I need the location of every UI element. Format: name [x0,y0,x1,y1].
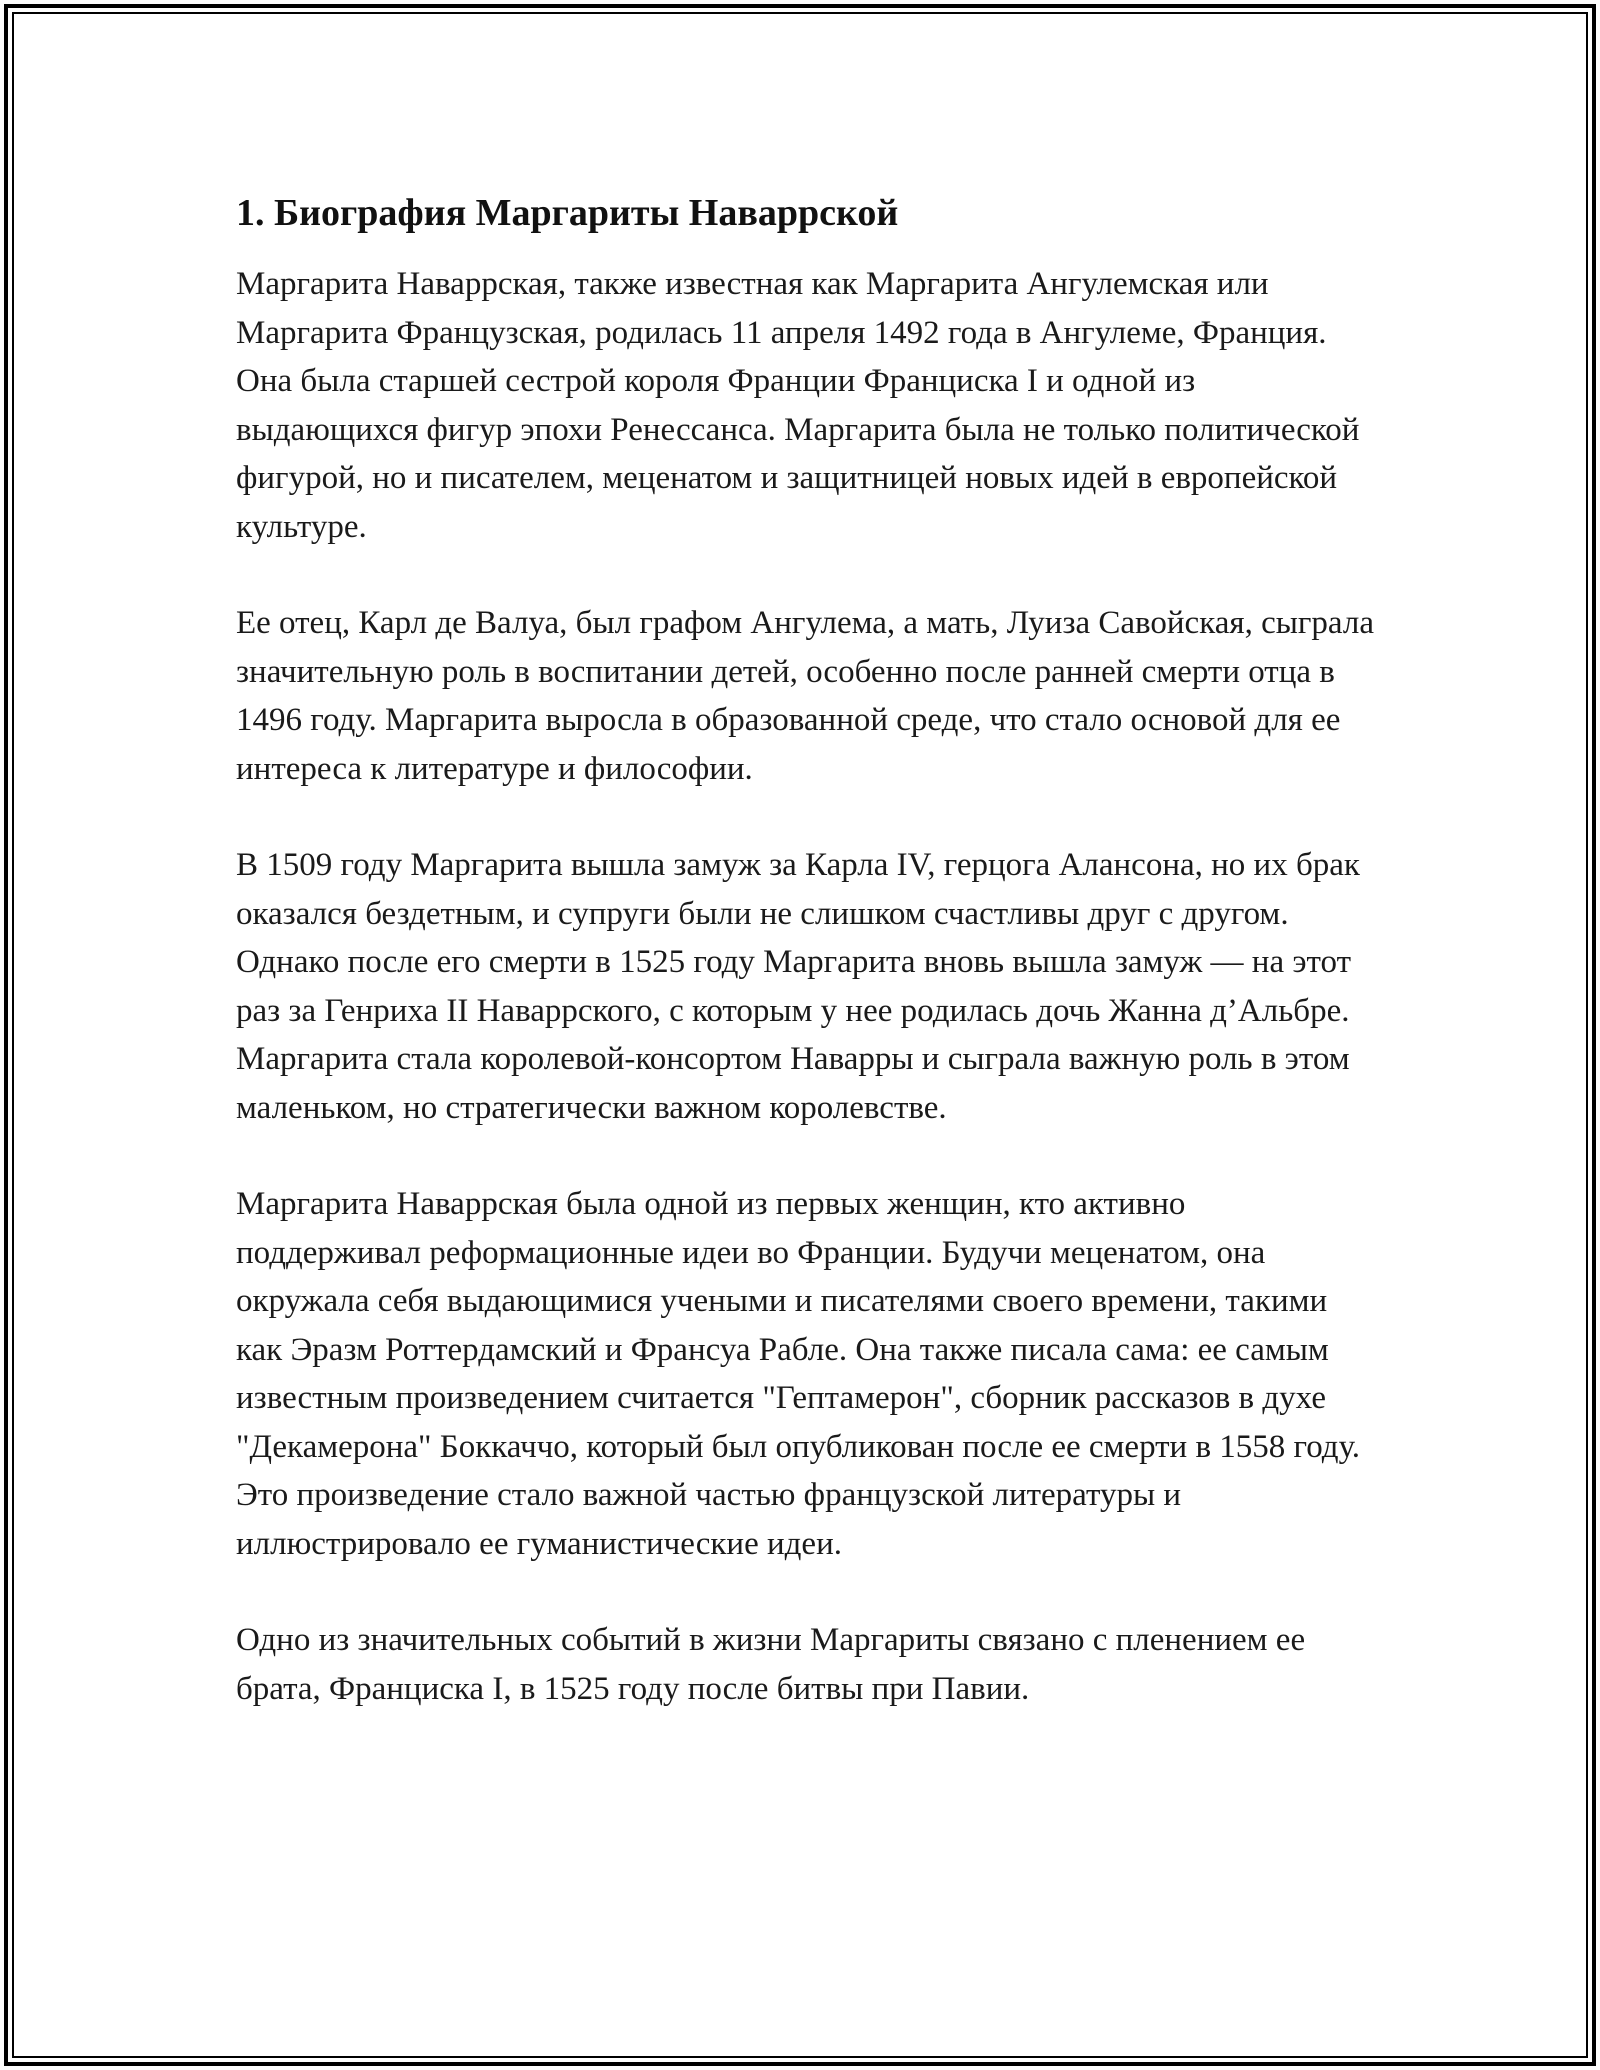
paragraph-patronage: Маргарита Наваррская была одной из первых женщин, кто активно поддерживал реформационные идеи во Франции. Будучи меценатом, она окружала себя выдающимися учеными и писателями своего времени, такими как Эразм Роттердамский и Франсуа Рабле. Она также писала сама: ее самым известным произведением считается "Гептамерон", сборник рассказов в духе "Декамерона" Боккаччо, который был опубликован после ее смерти в 1558 году. Это произведение стало важной частью французской литературы и иллюстрировало ее гуманистические идеи. [236,1186,1361,1562]
paragraph-birth: Маргарита Наваррская, также известная как Маргарита Ангулемская или Маргарита Французская, родилась 11 апреля 1492 года в Ангулеме, Франция. Она была старшей сестрой короля Франции Франциска I и одной из выдающихся фигур эпохи Ренессанса. Маргарита была не только политической фигурой, но и писателем, меценатом и защитницей новых идей в европейской культуре. [236,266,1360,545]
page-title: 1. Биография Маргариты Наваррской [236,192,899,234]
paragraph-parents: Ее отец, Карл де Валуа, был графом Ангулема, а мать, Луиза Савойская, сыграла значительную роль в воспитании детей, особенно после ранней смерти отца в 1496 году. Маргарита выросла в образованной среде, что стало основой для ее интереса к литературе и философии. [236,605,1374,787]
document-body [236,186,1376,1713]
paragraph-brother-captivity: Одно из значительных событий в жизни Маргариты связано с пленением ее брата, Франциска I, в 1525 году после битвы при Павии. [236,1622,1306,1707]
paragraph-marriages: В 1509 году Маргарита вышла замуж за Карла IV, герцога Алансона, но их брак оказался бездетным, и супруги были не слишком счастливы друг с другом. Однако после его смерти в 1525 году Маргарита вновь вышла замуж — на этот раз за Генриха II Наваррского, с которым у нее родилась дочь Жанна д’Альбре. Маргарита стала королевой-консортом Наварры и сыграла важную роль в этом маленьком, но стратегически важном королевстве. [236,847,1360,1126]
